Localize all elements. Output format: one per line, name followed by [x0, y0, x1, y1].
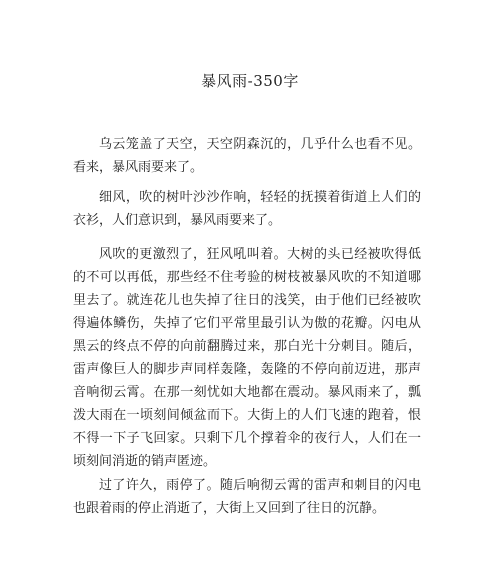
paragraph-2: 细风，吹的树叶沙沙作响，轻轻的抚摸着街道上人们的衣衫，人们意识到，暴风雨要来了。 [73, 190, 421, 228]
document-title: 暴风雨-350字 [201, 72, 299, 90]
paragraph-3: 风吹的更激烈了，狂风吼叫着。大树的头已经被吹得低的不可以再低，那些经不住考验的树枝被暴风吹的不知道哪里去了。就连花儿也失掉了往日的浅笑，由于他们已经被吹得遍体鳞伤，失掉了它们平常里最引认为傲的花瓣。闪电从黑云的终点不停的向前翻腾过来，那白光十分刺目。随后，雷声像巨人的脚步声同样轰隆，轰隆的不停向前迈进，那声音响彻云霄。在那一刻忧如大地都在震动。暴风雨来了，瓢泼大雨在一顷刻间倾盆而下。大街上的人们飞速的跑着，恨不得一下子飞回家。只剩下几个撑着伞的夜行人，人们在一顷刻间消逝的销声匿迹。 [73, 247, 421, 469]
paragraph-4: 过了许久，雨停了。随后响彻云霄的雷声和刺目的闪电也跟着雨的停止消逝了，大街上又回到了往日的沉静。 [73, 478, 421, 516]
paragraph-1: 乌云笼盖了天空，天空阴森沉的，几乎什么也看不见。看来，暴风雨要来了。 [73, 137, 421, 175]
